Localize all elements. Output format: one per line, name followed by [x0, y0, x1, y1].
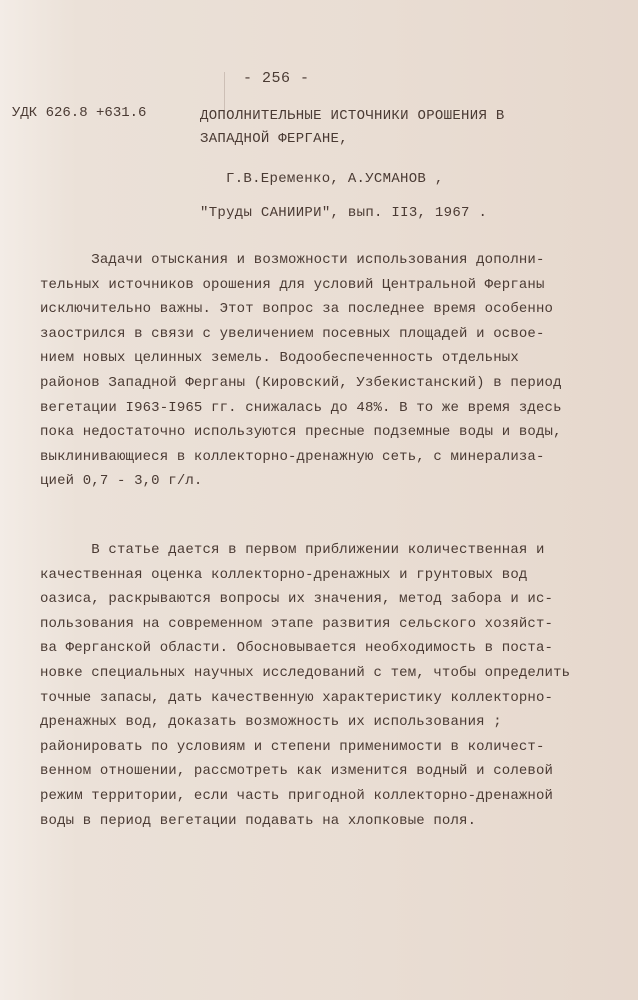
page-number: - 256 -: [243, 70, 310, 87]
text-line: венном отношении, рассмотреть как изменится водный и солевой: [40, 763, 554, 780]
text-line: качественная оценка коллекторно-дренажных и грунтовых вод: [40, 566, 528, 583]
text-line: новке специальных научных исследований с тем, чтобы определить: [40, 664, 571, 681]
text-line: воды в период вегетации подавать на хлопковые поля.: [40, 812, 477, 829]
text-line: вегетации I963-I965 гг. снижалась до 48%. В то же время здесь: [40, 399, 562, 416]
text-line: пока недостаточно используются пресные подземные воды и воды,: [40, 424, 562, 441]
title-line: ЗАПАДНОЙ ФЕРГАНЕ,: [200, 131, 348, 147]
publication-source: "Труды САНИИРИ", вып. II3, 1967 .: [200, 205, 488, 221]
text-line: тельных источников орошения для условий Центральной Ферганы: [40, 276, 545, 293]
text-line: исключительно важны. Этот вопрос за последнее время особенно: [40, 301, 554, 318]
title-line: ДОПОЛНИТЕЛЬНЫЕ ИСТОЧНИКИ ОРОШЕНИЯ В: [200, 108, 505, 124]
text-line: ва Ферганской области. Обосновывается необходимость в поста-: [40, 640, 554, 657]
authors: Г.В.Еременко, А.УСМАНОВ ,: [226, 171, 444, 187]
text-line: районировать по условиям и степени применимости в количест-: [40, 738, 545, 755]
paragraph-2: [40, 538, 630, 833]
article-title: [200, 105, 505, 151]
text-line: пользования на современном этапе развития сельского хозяйст-: [40, 615, 554, 632]
text-line: нием новых целинных земель. Водообеспеченность отдельных: [40, 350, 519, 367]
text-line: цией 0,7 - 3,0 г/л.: [40, 473, 203, 490]
text-line: оазиса, раскрываются вопросы их значения, метод забора и ис-: [40, 591, 554, 608]
text-line: режим территории, если часть пригодной коллекторно-дренажной: [40, 787, 554, 804]
paragraph-1: [40, 248, 630, 494]
text-line: районов Западной Ферганы (Кировский, Узбекистанский) в период: [40, 374, 562, 391]
udk-code: УДК 626.8 +631.6: [12, 105, 147, 121]
text-line: заострился в связи с увеличением посевных площадей и освое-: [40, 325, 545, 342]
text-line: В статье дается в первом приближении количественная и: [40, 542, 545, 558]
text-line: Задачи отыскания и возможности использования дополни-: [40, 252, 545, 268]
text-line: дренажных вод, доказать возможность их использования ;: [40, 714, 502, 731]
text-line: выклинивающиеся в коллекторно-дренажную сеть, с минерализа-: [40, 448, 545, 465]
text-line: точные запасы, дать качественную характеристику коллекторно-: [40, 689, 554, 706]
